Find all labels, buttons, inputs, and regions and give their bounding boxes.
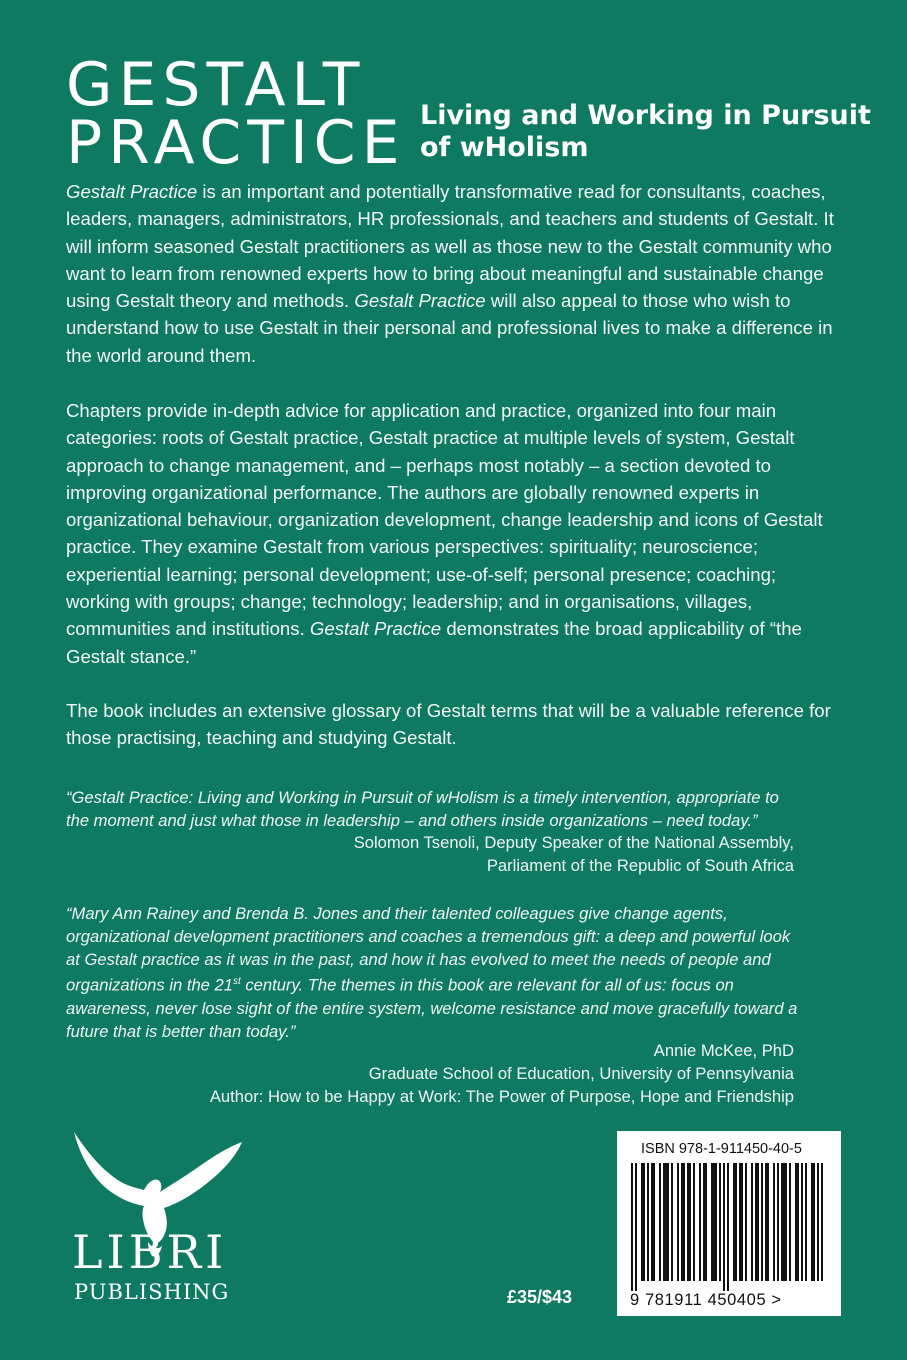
barcode-bar	[751, 1163, 753, 1281]
barcode-bar	[663, 1163, 665, 1281]
barcode-bar	[665, 1163, 667, 1281]
endorsement-attribution-2	[210, 1040, 794, 1108]
barcode-bar	[723, 1163, 725, 1291]
barcode-bar	[785, 1163, 787, 1281]
paragraph-text: demonstrates the broad applicability of “the Gestalt stance.”	[66, 618, 802, 667]
barcode-bar	[643, 1163, 645, 1281]
description-paragraph-1	[66, 178, 841, 369]
barcode-bar	[789, 1163, 791, 1281]
barcode-bar	[711, 1163, 713, 1281]
barcode-bar	[641, 1163, 643, 1281]
attribution-line: Graduate School of Education, University of Pennsylvania	[368, 1063, 794, 1083]
barcode-bar	[739, 1163, 741, 1281]
barcode-bar	[635, 1163, 637, 1291]
barcode-bar	[813, 1163, 815, 1281]
description-paragraph-3: The book includes an extensive glossary of Gestalt terms that will be a valuable reference for those practising, teaching and studying Gestalt.	[66, 700, 831, 749]
barcode-digits: 9 781911 450405 >	[630, 1291, 782, 1309]
isbn-label: ISBN 978-1-911450-40-5	[641, 1141, 802, 1157]
barcode-bar	[795, 1163, 797, 1281]
title-line-1: GESTALT	[66, 50, 366, 120]
barcode-bar	[733, 1163, 735, 1281]
paragraph-text: will also appeal to those who wish to understand how to use Gestalt in their personal and professional lives to make a difference in the world around them.	[66, 290, 833, 366]
barcode	[631, 1163, 827, 1291]
barcode-bar	[811, 1163, 813, 1281]
quote-text: century. The themes in this book are relevant for all of us: focus on awareness, never lose sight of the entire system, welcome resistance and move gracefully toward a future that is better than today.”	[66, 975, 798, 1041]
subtitle: Living and Working in Pursuit of wHolism	[420, 100, 871, 163]
barcode-bar	[773, 1163, 775, 1281]
barcode-bar	[703, 1163, 705, 1281]
price: £35/$43	[507, 1287, 573, 1307]
barcode-bar	[699, 1163, 701, 1281]
barcode-bar	[705, 1163, 707, 1281]
barcode-bar	[631, 1163, 633, 1291]
barcode-bar	[715, 1163, 717, 1281]
publisher-name: LIBRI	[72, 1225, 228, 1279]
barcode-bar	[781, 1163, 783, 1281]
barcode-bar	[757, 1163, 759, 1281]
endorsement-quote-2	[66, 903, 801, 1043]
barcode-bar	[741, 1163, 743, 1281]
title-block	[66, 50, 406, 178]
barcode-bar	[761, 1163, 763, 1281]
book-title-italic: Gestalt Practice	[309, 618, 442, 640]
publisher-subtitle: PUBLISHING	[74, 1280, 230, 1304]
barcode-bar	[681, 1163, 683, 1281]
barcode-bar	[713, 1163, 715, 1281]
endorsement-quote-1: “Gestalt Practice: Living and Working in Pursuit of wHolism is a timely intervention, appropriate to the moment and just what those in leadership – and others inside organizations – need today.”	[66, 788, 779, 830]
barcode-bar	[647, 1163, 649, 1281]
attribution-line: Parliament of the Republic of South Africa	[486, 855, 794, 875]
barcode-bar	[687, 1163, 689, 1281]
book-title-italic: Gestalt Practice	[354, 290, 486, 312]
barcode-box	[617, 1131, 841, 1316]
barcode-bar	[667, 1163, 669, 1281]
barcode-bar	[719, 1163, 721, 1281]
barcode-bar	[745, 1163, 747, 1281]
barcode-bar	[805, 1163, 807, 1281]
barcode-bar	[653, 1163, 655, 1281]
barcode-bar	[777, 1163, 779, 1281]
barcode-bar	[689, 1163, 691, 1281]
barcode-bar	[651, 1163, 653, 1281]
barcode-bar	[821, 1163, 823, 1281]
endorsement-attribution-1	[354, 832, 794, 878]
barcode-bar	[659, 1163, 661, 1281]
attribution-line: Solomon Tsenoli, Deputy Speaker of the National Assembly,	[353, 833, 794, 852]
barcode-bar	[727, 1163, 729, 1291]
quote-text: “Mary Ann Rainey and Brenda B. Jones and their talented colleagues give change agents, organizational development practitioners and coaches a tremendous gift: a deep and powerful look at Gestalt practice as it was in the past, and how it has evolved to meet the needs of people and organizations in the 21	[66, 904, 791, 995]
book-title-italic: Gestalt Practice	[66, 181, 198, 202]
barcode-bar	[783, 1163, 785, 1281]
barcode-bar	[735, 1163, 737, 1281]
title-line-2: PRACTICE	[66, 108, 406, 178]
barcode-bar	[755, 1163, 757, 1281]
barcode-bar	[767, 1163, 769, 1281]
superscript: st	[232, 976, 241, 988]
barcode-bar	[671, 1163, 673, 1281]
paragraph-text: is an important and potentially transformative read for consultants, coaches, leaders, managers, administrators, HR professionals, and teachers and students of Gestalt. It will inform seasoned Gestalt practitioners as well as those new to the Gestalt community who want to learn from renowned experts how to bring about meaningful and sustainable change using Gestalt theory and methods.	[66, 181, 834, 312]
barcode-bar	[817, 1163, 819, 1281]
barcode-bar	[797, 1163, 799, 1281]
barcode-bar	[693, 1163, 695, 1281]
barcode-bar	[683, 1163, 685, 1281]
attribution-line: Annie McKee, PhD	[653, 1041, 794, 1060]
description-paragraph-2	[66, 397, 841, 670]
paragraph-text: Chapters provide in-depth advice for application and practice, organized into four main categories: roots of Gestalt practice, Gestalt practice at multiple levels of system, Gestalt approach to change management, and – perhaps most notably – a section devoted to improving organizational performance. The authors are globally renowned experts in organizational behaviour, organization development, change leadership and icons of Gestalt practice. They examine Gestalt from various perspectives: spirituality; neuroscience; experiential learning; personal development; use-of-self; personal presence; coaching; working with groups; change; technology; leadership; and in organisations, villages, communities and institutions.	[66, 400, 823, 640]
barcode-bar	[765, 1163, 767, 1281]
barcode-bar	[801, 1163, 803, 1281]
attribution-line: Author: How to be Happy at Work: The Power of Purpose, Hope and Friendship	[209, 1086, 794, 1106]
barcode-bar	[677, 1163, 679, 1281]
